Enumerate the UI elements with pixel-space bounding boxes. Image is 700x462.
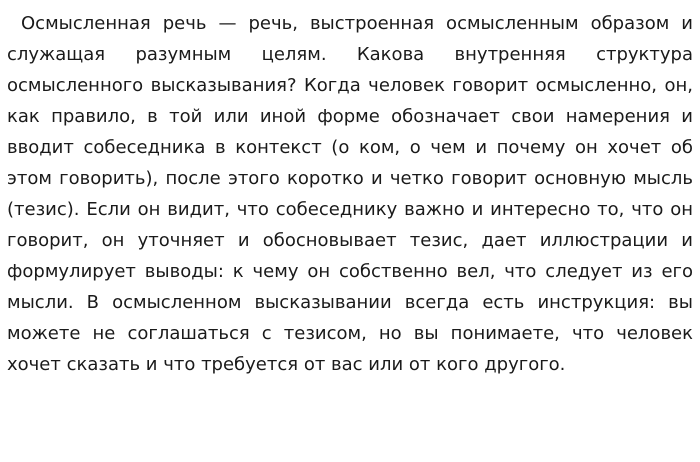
body-paragraph: Осмысленная речь — речь, выстроенная осмысленным образом и служащая разумным целям. Какова внутренняя структура осмысленного высказывания? Когда человек говорит осмысленно, он, как правило, в той или иной форме обозначает свои намерения и вводит собеседника в контекст (о ком, о чем и почему он хочет об этом говорить), после этого коротко и четко говорит основную мысль (тезис). Если он видит, что собеседнику важно и интересно то, что он говорит, он уточняет и обосновывает тезис, дает иллюстрации и формулирует выводы: к чему он собственно вел, что следует из его мысли. В осмысленном высказывании всегда есть инструкция: вы можете не соглашаться с тезисом, но вы понимаете, что человек хочет сказать и что требуется от вас или от кого другого. [7,13,693,375]
document-page [7,8,693,380]
